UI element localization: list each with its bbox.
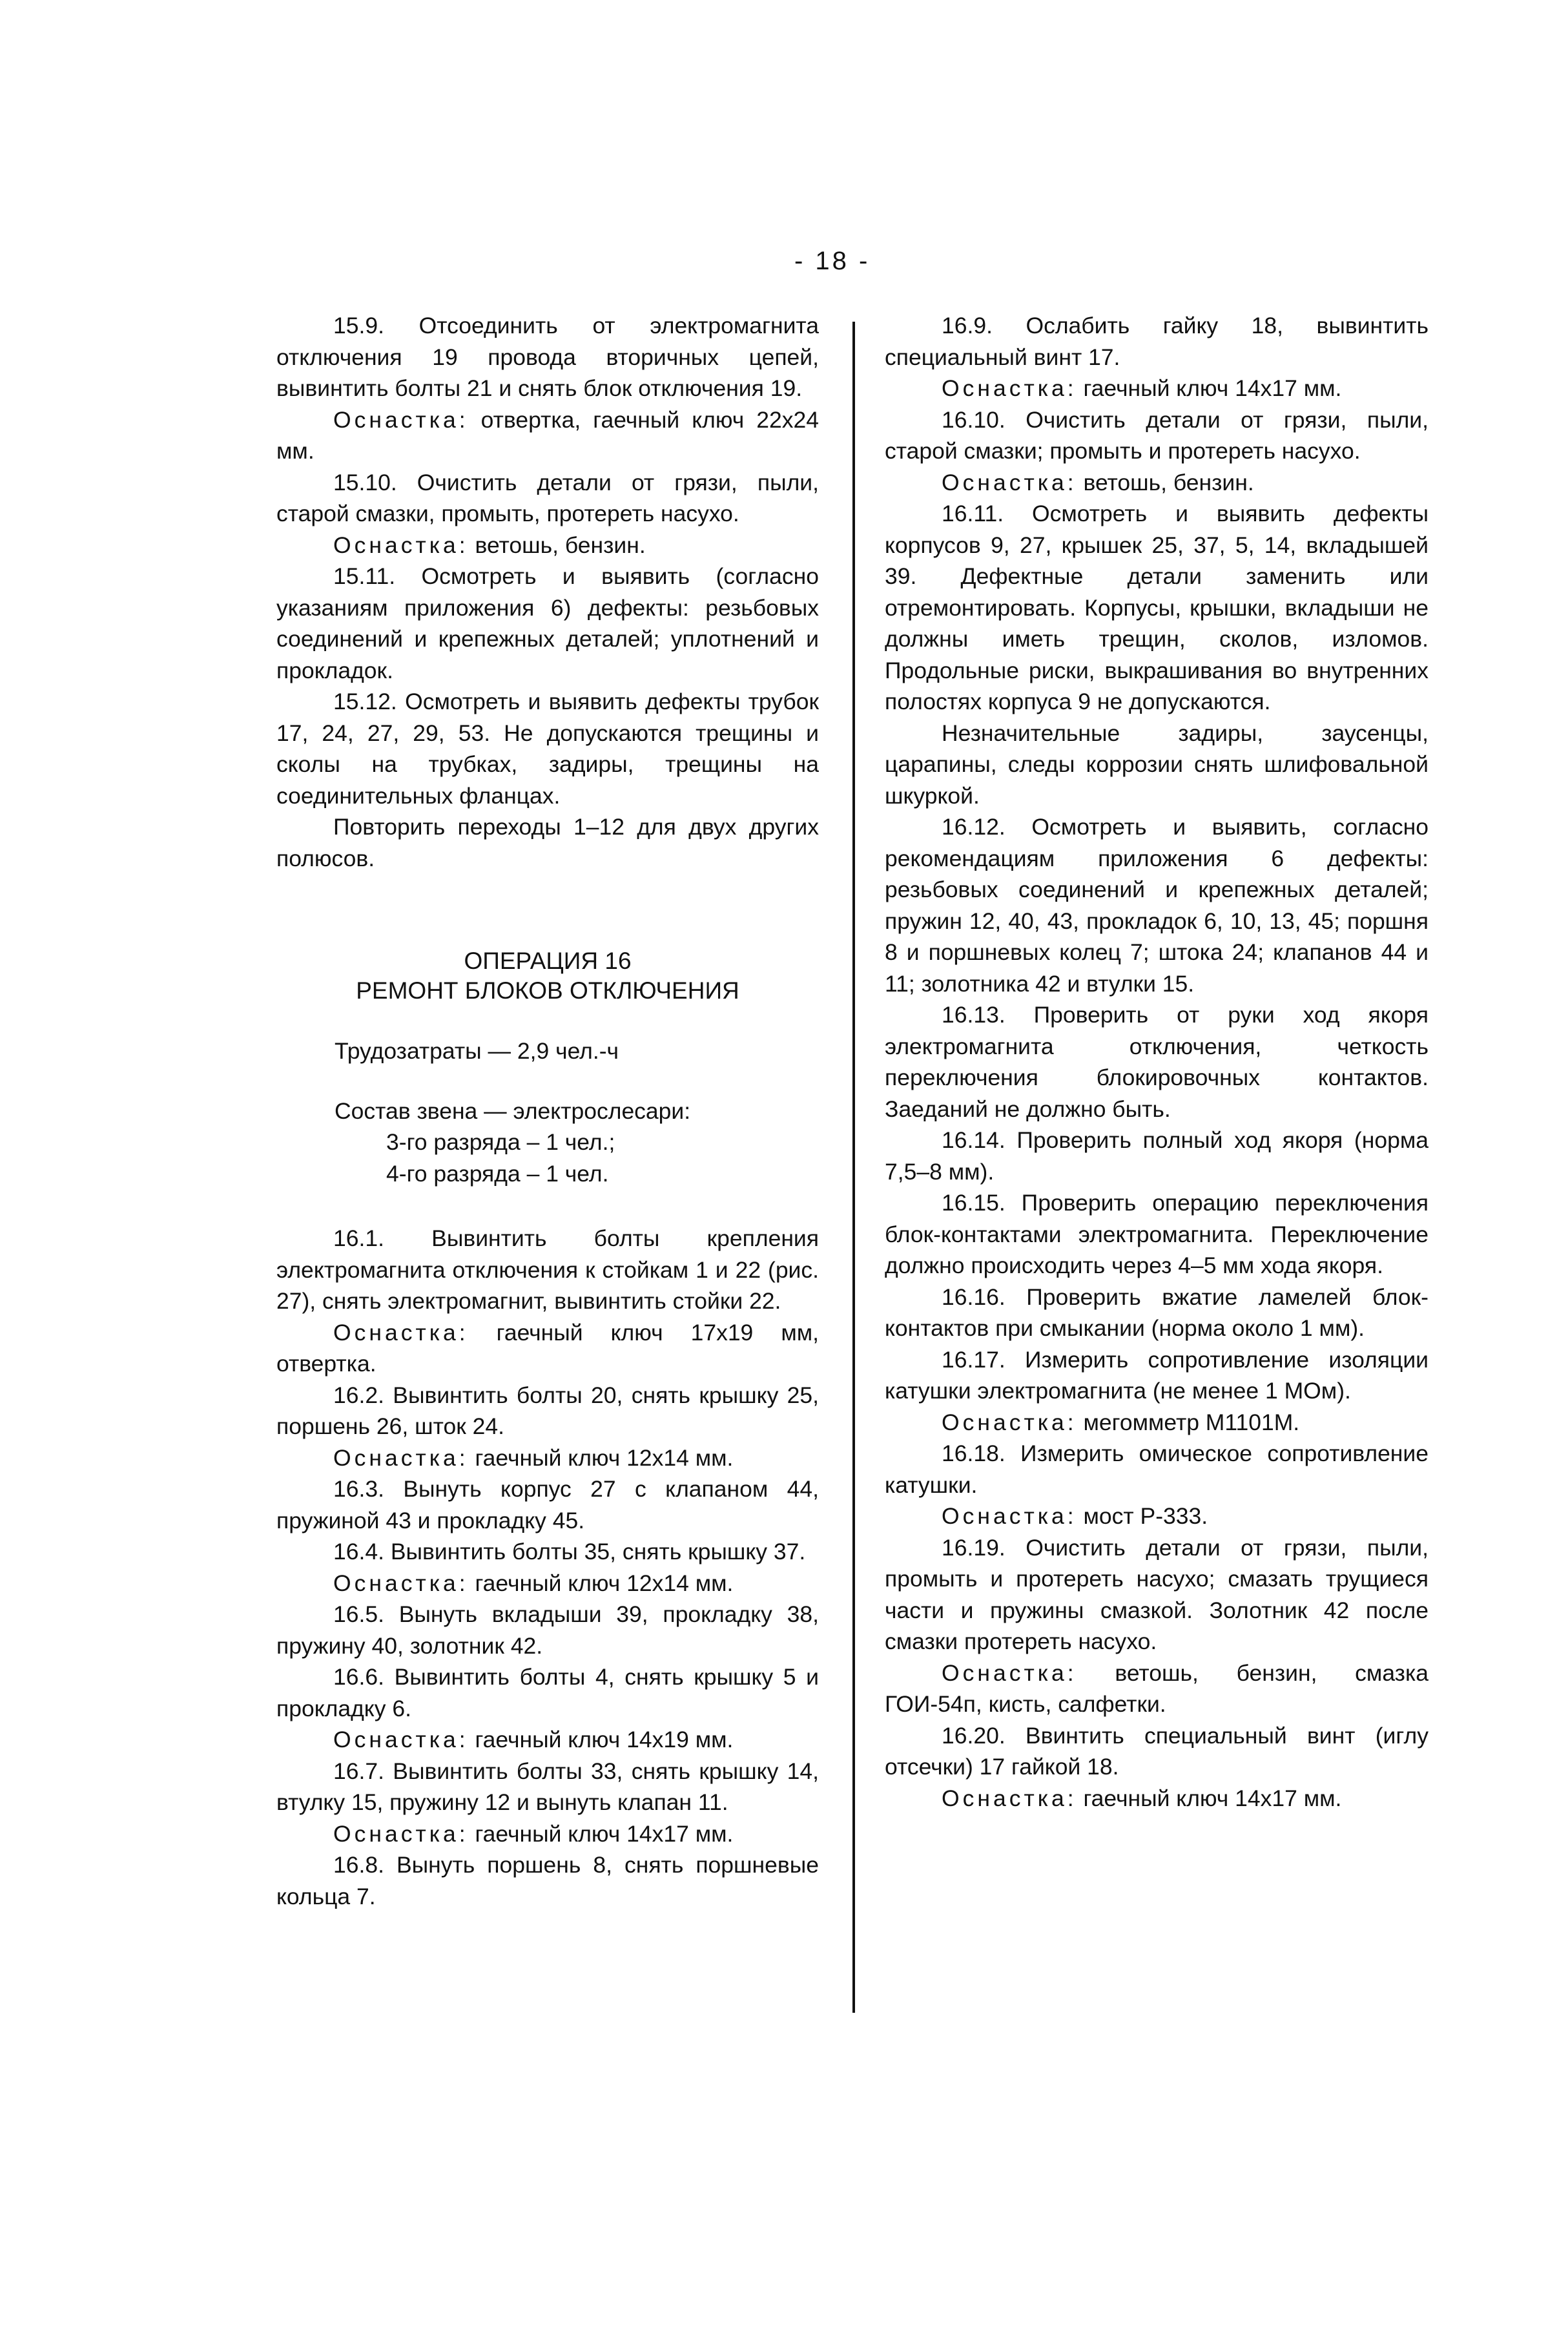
- tooling-text: гаечный ключ 12х14 мм.: [468, 1444, 734, 1471]
- step-16-4: 16.4. Вывинтить болты 35, снять крышку 37.: [333, 1539, 806, 1564]
- step-16-1: 16.1. Вывинтить болты крепления электромагнита отключения к стойкам 1 и 22 (рис. 27), снять электромагнит, вывинтить стойки 22.: [276, 1225, 819, 1314]
- tooling-text: мегомметр М1101М.: [1077, 1409, 1300, 1435]
- step-16-12: 16.12. Осмотреть и выявить, согласно рекомендациям приложения 6 дефекты: резьбовых соединений и крепежных деталей; пружин 12, 40, 43, прокладок 6, 10, 13, 45; поршня 8 и поршневых колец 7; штока 24; клапанов 44 и 11; золотника 42 и втулки 15.: [885, 814, 1429, 997]
- tooling-text: ветошь, бензин.: [468, 532, 646, 558]
- tooling-text: ветошь, бензин, смазка ГОИ-54п, кисть, салфетки.: [885, 1659, 1429, 1717]
- tooling-label: Оснастка:: [942, 1785, 1077, 1811]
- step-16-9: 16.9. Ослабить гайку 18, вывинтить специальный винт 17.: [885, 313, 1429, 370]
- tooling-label: Оснастка:: [942, 1409, 1077, 1435]
- step-16-19: 16.19. Очистить детали от грязи, пыли, промыть и протереть насухо; смазать трущиеся части и пружины смазкой. Золотник 42 после смазки протереть насухо.: [885, 1534, 1429, 1654]
- step-16-3: 16.3. Вынуть корпус 27 с клапаном 44, пружиной 43 и прокладку 45.: [276, 1476, 819, 1533]
- tooling-text: гаечный ключ 14х17 мм.: [1077, 1785, 1342, 1811]
- tooling-16-7: [276, 1818, 819, 1850]
- tooling-16-2: [276, 1442, 819, 1474]
- crew-grade-3: 3-го разряда – 1 чел.;: [386, 1129, 615, 1155]
- step-16-2: 16.2. Вывинтить болты 20, снять крышку 25, поршень 26, шток 24.: [276, 1382, 819, 1439]
- step-16-11: 16.11. Осмотреть и выявить дефекты корпусов 9, 27, крышек 25, 37, 5, 14, вкладышей 39. Дефектные детали заменить или отремонтировать. Корпусы, крышки, вкладыши не должны иметь трещин, сколов, изломов. Продольные риски, выкрашивания во внутренних полостях корпуса 9 не допускаются.: [885, 501, 1429, 714]
- page-number: - 18 -: [794, 247, 871, 275]
- tooling-label: Оснастка:: [333, 1570, 469, 1596]
- tooling-label: Оснастка:: [333, 1444, 469, 1471]
- step-16-15: 16.15. Проверить операцию переключения блок-контактами электромагнита. Переключение должно происходить через 4–5 мм хода якоря.: [885, 1190, 1429, 1278]
- tooling-16-19: [885, 1658, 1429, 1720]
- step-16-7: 16.7. Вывинтить болты 33, снять крышку 14, втулку 15, пружину 12 и вынуть клапан 11.: [276, 1758, 819, 1815]
- crew-composition: Состав звена — электрослесари:: [335, 1097, 691, 1124]
- step-16-20: 16.20. Ввинтить специальный винт (иглу отсечки) 17 гайкой 18.: [885, 1722, 1429, 1780]
- step-16-18: 16.18. Измерить омическое сопротивление катушки.: [885, 1440, 1429, 1498]
- right-column: [885, 310, 1429, 1814]
- left-column: [276, 310, 819, 1912]
- tooling-16-4: [276, 1568, 819, 1599]
- operation-heading: [276, 946, 819, 1006]
- labor-cost: Трудозатраты — 2,9 чел.-ч: [335, 1038, 619, 1064]
- step-16-14: 16.14. Проверить полный ход якоря (норма 7,5–8 мм).: [885, 1127, 1429, 1185]
- operation-title: РЕМОНТ БЛОКОВ ОТКЛЮЧЕНИЯ: [356, 977, 739, 1004]
- tooling-label: Оснастка:: [333, 1727, 469, 1752]
- tooling-label: Оснастка:: [942, 469, 1077, 495]
- step-16-6: 16.6. Вывинтить болты 4, снять крышку 5 и прокладку 6.: [276, 1664, 819, 1721]
- step-16-10: 16.10. Очистить детали от грязи, пыли, старой смазки; промыть и протереть насухо.: [885, 406, 1429, 464]
- repeat-note: Повторить переходы 1–12 для двух других полюсов.: [276, 814, 819, 871]
- tooling-text: гаечный ключ 14х19 мм.: [468, 1727, 734, 1752]
- tooling-15-9: [276, 404, 819, 467]
- tooling-label: Оснастка:: [942, 375, 1077, 401]
- tooling-label: Оснастка:: [333, 532, 469, 558]
- tooling-16-10: [885, 467, 1429, 499]
- crew-grade-4: 4-го разряда – 1 чел.: [386, 1160, 609, 1187]
- tooling-label: Оснастка:: [942, 1659, 1077, 1686]
- tooling-16-1: [276, 1317, 819, 1380]
- step-15-11: 15.11. Осмотреть и выявить (согласно указаниям приложения 6) дефекты: резьбовых соединений и крепежных деталей; уплотнений и прокладок.: [276, 563, 819, 683]
- tooling-text: гаечный ключ 17х19 мм, отвертка.: [276, 1319, 819, 1377]
- minor-defects-note: Незначительные задиры, заусенцы, царапины, следы коррозии снять шлифовальной шкуркой.: [885, 720, 1429, 809]
- tooling-label: Оснастка:: [942, 1503, 1077, 1529]
- tooling-16-6: [276, 1724, 819, 1756]
- tooling-16-20: [885, 1783, 1429, 1814]
- step-16-13: 16.13. Проверить от руки ход якоря электромагнита отключения, четкость переключения блокировочных контактов. Заеданий не должно быть.: [885, 1002, 1429, 1122]
- tooling-label: Оснастка:: [333, 406, 469, 433]
- step-16-5: 16.5. Вынуть вкладыши 39, прокладку 38, пружину 40, золотник 42.: [276, 1601, 819, 1659]
- step-15-9: 15.9. Отсоединить от электромагнита отключения 19 провода вторичных цепей, вывинтить болты 21 и снять блок отключения 19.: [276, 313, 819, 401]
- tooling-text: гаечный ключ 14х17 мм.: [1077, 375, 1342, 401]
- step-16-8: 16.8. Вынуть поршень 8, снять поршневые кольца 7.: [276, 1852, 819, 1909]
- tooling-label: Оснастка:: [333, 1820, 469, 1847]
- tooling-16-18: [885, 1501, 1429, 1532]
- tooling-text: ветошь, бензин.: [1077, 469, 1254, 495]
- tooling-16-9: [885, 373, 1429, 404]
- step-16-16: 16.16. Проверить вжатие ламелей блок-контактов при смыкании (норма около 1 мм).: [885, 1284, 1429, 1341]
- tooling-label: Оснастка:: [333, 1319, 469, 1346]
- tooling-text: гаечный ключ 14х17 мм.: [468, 1820, 734, 1847]
- tooling-text: гаечный ключ 12х14 мм.: [468, 1570, 734, 1596]
- tooling-text: отвертка, гаечный ключ 22х24 мм.: [276, 406, 819, 464]
- column-divider: [852, 322, 855, 2013]
- tooling-16-17: [885, 1407, 1429, 1439]
- step-16-17: 16.17. Измерить сопротивление изоляции катушки электромагнита (не менее 1 МОм).: [885, 1346, 1429, 1404]
- step-15-12: 15.12. Осмотреть и выявить дефекты трубок 17, 24, 27, 29, 53. Не допускаются трещины и сколы на трубках, задиры, трещины на соединительных фланцах.: [276, 689, 819, 809]
- step-15-10: 15.10. Очистить детали от грязи, пыли, старой смазки, промыть, протереть насухо.: [276, 469, 819, 526]
- tooling-15-10: [276, 530, 819, 561]
- tooling-text: мост Р-333.: [1077, 1503, 1208, 1529]
- operation-number: ОПЕРАЦИЯ 16: [464, 948, 632, 974]
